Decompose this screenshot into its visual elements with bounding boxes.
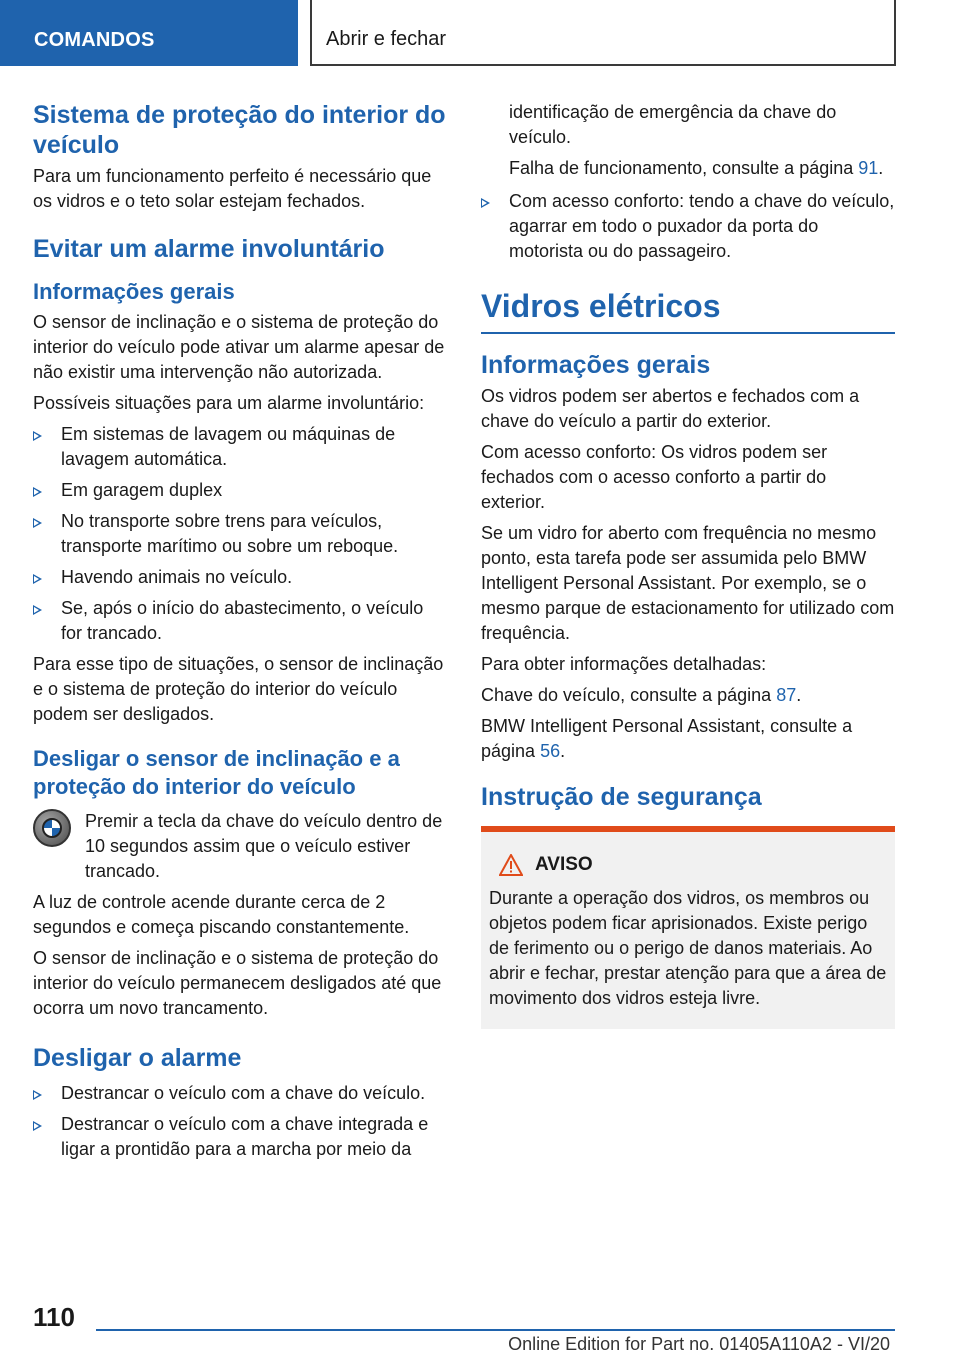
paragraph: O sensor de inclinação e o sistema de proteção do interior do veículo pode ativar um alarme apesar de não existir uma intervenção não autorizada. — [33, 312, 445, 382]
warning-triangle-icon — [499, 854, 523, 876]
triangle-bullet-icon — [481, 198, 490, 208]
list-item: Se, após o início do abastecimento, o veículo for trancado. — [33, 596, 449, 646]
list-item: Com acesso conforto: tendo a chave do veículo, agarrar em todo o puxador da porta do motorista ou do passageiro. — [481, 189, 895, 264]
page-link[interactable]: 87 — [776, 685, 797, 705]
list-item: Havendo animais no veículo. — [33, 565, 449, 590]
paragraph: Chave do veículo, consulte a página 87. — [481, 685, 802, 705]
warning-header — [499, 854, 887, 876]
heading-safety: Instrução de segurança — [481, 783, 762, 811]
key-instruction — [33, 809, 449, 884]
paragraph: Os vidros podem ser abertos e fechados com a chave do veículo a partir do exterior. — [481, 386, 860, 431]
triangle-bullet-icon — [33, 1090, 42, 1100]
warning-text: Durante a operação dos vidros, os membros ou objetos podem ficar aprisionados. Existe perigo de ferimento ou o perigo de danos materiais. Ao abrir e fechar, prestar atenção para que a área de movimento dos vidros esteja livre. — [489, 888, 887, 1008]
warning-box — [481, 826, 895, 1029]
page-header — [0, 0, 960, 66]
triangle-bullet-icon — [33, 574, 42, 584]
right-column — [481, 100, 895, 1029]
list-item: Destrancar o veículo com a chave do veículo. — [33, 1081, 449, 1106]
heading-power-windows: Vidros elétricos — [481, 286, 895, 334]
paragraph: Para um funcionamento perfeito é necessário que os vidros e o teto solar estejam fechados. — [33, 166, 432, 211]
footer-divider — [96, 1329, 895, 1331]
heading-disable-alarm: Desligar o alarme — [33, 1044, 242, 1072]
paragraph: O sensor de inclinação e o sistema de proteção do interior do veículo permanecem desligados até que ocorra um novo trancamento. — [33, 948, 442, 1018]
heading-interior-protection: Sistema de proteção do interior do veículo — [33, 101, 446, 159]
paragraph: Falha de funcionamento, consulte a página 91. — [509, 158, 884, 178]
triangle-bullet-icon — [33, 605, 42, 615]
page-link[interactable]: 56 — [540, 741, 561, 761]
paragraph: BMW Intelligent Personal Assistant, consulte a página 56. — [481, 716, 853, 761]
edition-text: Online Edition for Part no. 01405A110A2 - VI/20 — [508, 1334, 890, 1354]
page-number: 110 — [33, 1302, 75, 1332]
triangle-bullet-icon — [33, 431, 42, 441]
conforto-list — [481, 189, 895, 264]
warning-title: AVISO — [535, 854, 593, 875]
page-link[interactable]: 91 — [858, 158, 879, 178]
disable-alarm-list — [33, 1081, 449, 1162]
paragraph: Se um vidro for aberto com frequência no mesmo ponto, esta tarefa pode ser assumida pelo BMW Intelligent Personal Assistant. Por exemplo, se o mesmo parque de estacionamento for utilizado com frequência. — [481, 523, 895, 643]
paragraph: Com acesso conforto: Os vidros podem ser fechados com o acesso conforto a partir do exterior. — [481, 442, 828, 512]
heading-general-info: Informações gerais — [33, 279, 235, 304]
list-item: Em sistemas de lavagem ou máquinas de lavagem automática. — [33, 422, 449, 472]
list-item: No transporte sobre trens para veículos, transporte marítimo ou sobre um reboque. — [33, 509, 449, 559]
paragraph: Para obter informações detalhadas: — [481, 654, 767, 674]
triangle-bullet-icon — [33, 1121, 42, 1131]
paragraph: Para esse tipo de situações, o sensor de inclinação e o sistema de proteção do interior do veículo podem ser desligados. — [33, 654, 444, 724]
paragraph: A luz de controle acende durante cerca de 2 segundos e começa piscando constantemente. — [33, 892, 410, 937]
paragraph: Premir a tecla da chave do veículo dentro de 10 segundos assim que o veículo estiver trancado. — [85, 811, 443, 881]
heading-disable-sensor: Desligar o sensor de inclinação e a proteção do interior do veículo — [33, 746, 400, 799]
chapter-title: Abrir e fechar — [310, 0, 896, 66]
paragraph: identificação de emergência da chave do veículo. — [509, 102, 837, 147]
heading-general-info: Informações gerais — [481, 351, 711, 379]
heading-avoid-alarm: Evitar um alarme involuntário — [33, 235, 385, 263]
paragraph: Possíveis situações para um alarme involuntário: — [33, 393, 425, 413]
situations-list — [33, 422, 449, 646]
left-column — [33, 100, 449, 1168]
triangle-bullet-icon — [33, 487, 42, 497]
list-item: Destrancar o veículo com a chave integrada e ligar a prontidão para a marcha por meio da — [33, 1112, 449, 1162]
triangle-bullet-icon — [33, 518, 42, 528]
section-tab: COMANDOS — [0, 0, 298, 66]
bmw-key-icon — [33, 809, 71, 847]
list-item: Em garagem duplex — [33, 478, 449, 503]
